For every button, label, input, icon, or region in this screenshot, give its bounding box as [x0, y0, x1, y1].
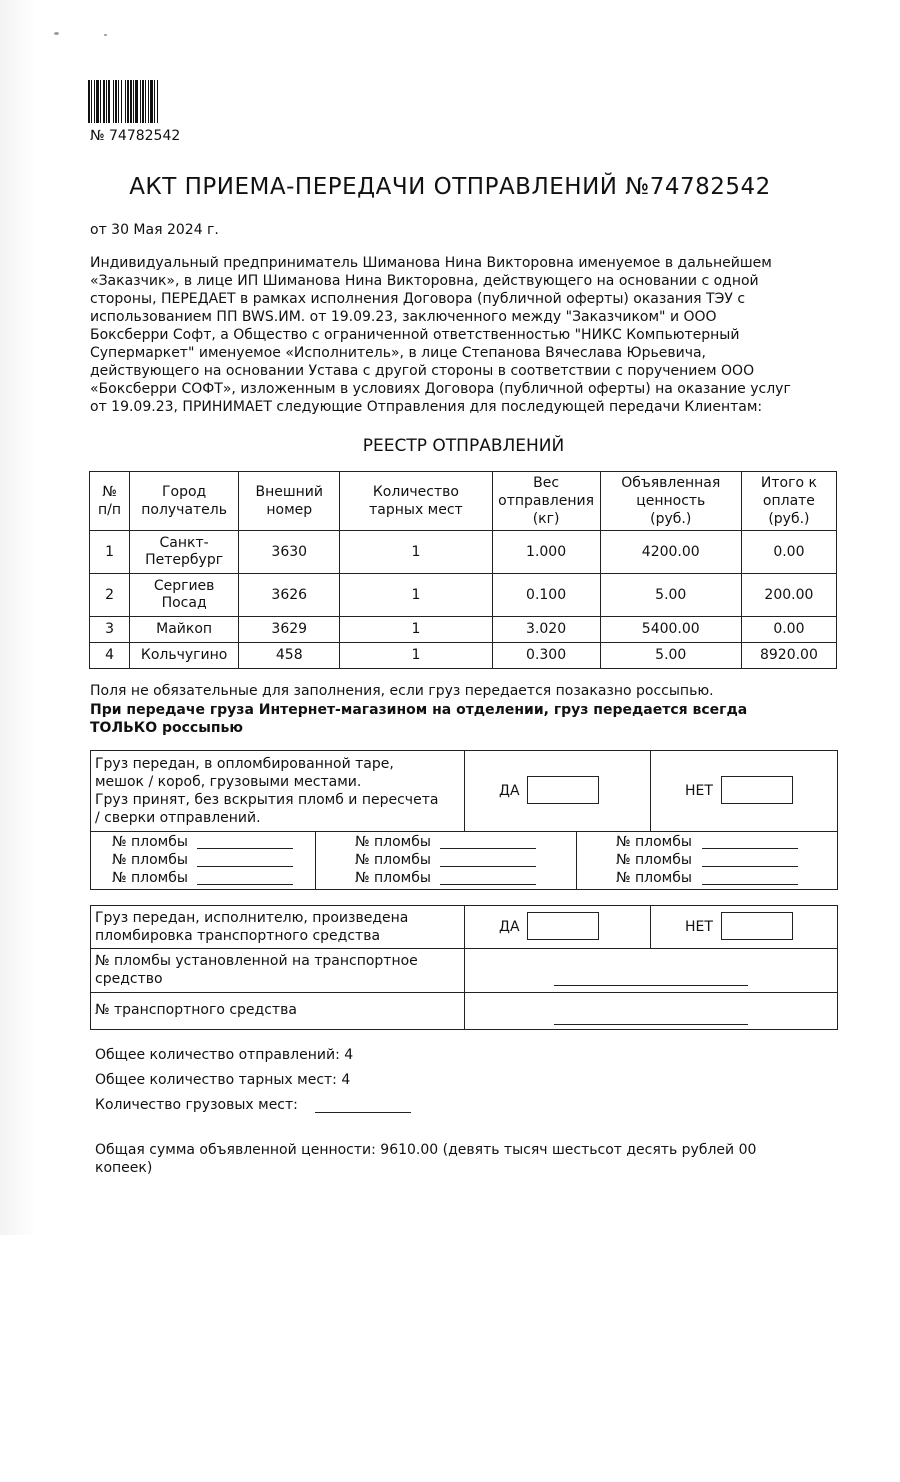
barcode-bar — [142, 80, 144, 123]
table-row — [90, 574, 837, 617]
table-row — [90, 643, 837, 669]
table-row — [90, 531, 837, 574]
sealed-line: мешок / короб, грузовыми местами. — [95, 774, 362, 790]
cargo-places-field[interactable] — [315, 1112, 411, 1113]
cell-city: Майкоп — [130, 617, 239, 643]
sealed-line: Груз принят, без вскрытия пломб и пересчета — [95, 792, 439, 808]
seal-number-field[interactable] — [702, 884, 798, 885]
cell-city: Санкт- Петербург — [130, 531, 239, 574]
seal-number-label: № пломбы — [355, 870, 431, 886]
seal-number-field[interactable] — [702, 848, 798, 849]
seal-number-label: № пломбы — [112, 834, 188, 850]
seal-number-field[interactable] — [197, 884, 293, 885]
cell-total-payment: 8920.00 — [741, 643, 836, 669]
divider — [315, 831, 316, 890]
vehicle-number-field[interactable] — [554, 1024, 748, 1025]
divider — [90, 831, 838, 832]
divider — [90, 948, 838, 949]
barcode-bar — [118, 80, 119, 123]
vehicle-seal-line: Груз передан, исполнителю, произведена — [95, 910, 409, 926]
registry-table — [89, 471, 837, 669]
sealed-line: Груз передан, в опломбированной таре, — [95, 756, 394, 772]
intro-line: действующего на основании Устава с другой стороны в соответствии с поручением ООО — [90, 363, 755, 379]
yes-label: ДА — [499, 783, 520, 799]
table-row — [90, 617, 837, 643]
cell-city: Сергиев Посад — [130, 574, 239, 617]
yes-label: ДА — [499, 919, 520, 935]
cell-total-payment: 0.00 — [741, 531, 836, 574]
seal-number-field[interactable] — [702, 866, 798, 867]
col-header-city: Город получатель — [130, 472, 239, 531]
cell-declared-value: 5.00 — [600, 574, 741, 617]
cell-external-number: 3629 — [239, 617, 340, 643]
seal-number-field[interactable] — [440, 848, 536, 849]
barcode-image — [88, 80, 184, 123]
barcode-bar — [130, 80, 132, 123]
optional-fields-note: Поля не обязательные для заполнения, если груз передается позаказно россыпью. — [90, 683, 714, 699]
no-checkbox[interactable] — [721, 776, 793, 804]
barcode-bar — [91, 80, 92, 123]
seal-number-field[interactable] — [197, 866, 293, 867]
cell-weight: 0.100 — [492, 574, 600, 617]
seal-number-label: № пломбы — [112, 852, 188, 868]
divider — [576, 831, 577, 890]
intro-line: «Боксберри СОФТ», изложенным в условиях Договора (публичной оферты) на оказание услуг — [90, 381, 791, 397]
no-checkbox[interactable] — [721, 912, 793, 940]
col-header-weight: Вес отправления (кг) — [492, 472, 600, 531]
vehicle-seal-number-label: № пломбы установленной на транспортное — [95, 953, 418, 969]
col-header-number: № п/п — [90, 472, 130, 531]
barcode-bar — [145, 80, 146, 123]
cell-package-count: 1 — [340, 643, 492, 669]
barcode-bar — [113, 80, 114, 123]
barcode-bar — [133, 80, 134, 123]
seal-number-field[interactable] — [440, 866, 536, 867]
barcode-bar — [88, 80, 90, 123]
cell-package-count: 1 — [340, 531, 492, 574]
barcode-bar — [103, 80, 105, 123]
cell-weight: 0.300 — [492, 643, 600, 669]
cell-number: 1 — [90, 531, 130, 574]
intro-line: Супермаркет" именуемое «Исполнитель», в лице Степанова Вячеслава Юрьевича, — [90, 345, 707, 361]
no-label: НЕТ — [685, 783, 713, 799]
no-label: НЕТ — [685, 919, 713, 935]
vehicle-seal-number-label: средство — [95, 971, 163, 987]
intro-line: от 19.09.23, ПРИНИМАЕТ следующие Отправления для последующей передачи Клиентам: — [90, 399, 763, 415]
vehicle-seal-line: пломбировка транспортного средства — [95, 928, 381, 944]
barcode-bar — [125, 80, 126, 123]
intro-line: «Заказчик», в лице ИП Шиманова Нина Викторовна, действующего на основании с одной — [90, 273, 759, 289]
total-declared-value: Общая сумма объявленной ценности: 9610.00 (девять тысяч шестьсот десять рублей 00 — [95, 1142, 757, 1158]
cell-declared-value: 5.00 — [600, 643, 741, 669]
barcode-bar — [100, 80, 101, 123]
col-header-total-payment: Итого к оплате (руб.) — [741, 472, 836, 531]
intro-line: Боксберри Софт, а Общество с ограниченной ответственностью "НИКС Компьютерный — [90, 327, 740, 343]
col-header-package-count: Количество тарных мест — [340, 472, 492, 531]
document-date: от 30 Мая 2024 г. — [90, 222, 219, 238]
cell-number: 3 — [90, 617, 130, 643]
barcode-bar — [154, 80, 155, 123]
cell-declared-value: 5400.00 — [600, 617, 741, 643]
cell-external-number: 3626 — [239, 574, 340, 617]
seal-number-label: № пломбы — [355, 834, 431, 850]
barcode-bar — [148, 80, 149, 123]
cell-weight: 1.000 — [492, 531, 600, 574]
cell-weight: 3.020 — [492, 617, 600, 643]
seal-number-field[interactable] — [197, 848, 293, 849]
intro-paragraph — [90, 254, 830, 416]
col-header-external-number: Внешний номер — [239, 472, 340, 531]
barcode-bar — [115, 80, 117, 123]
cell-package-count: 1 — [340, 617, 492, 643]
barcode-bar — [150, 80, 153, 123]
intro-line: стороны, ПЕРЕДАЕТ в рамках исполнения Договора (публичной оферты) оказания ТЭУ с — [90, 291, 746, 307]
total-shipments: Общее количество отправлений: 4 — [95, 1047, 354, 1063]
barcode-bar — [96, 80, 99, 123]
scan-speck — [104, 34, 107, 36]
vehicle-number-label: № транспортного средства — [95, 1002, 297, 1018]
document-number: № 74782542 — [90, 128, 181, 144]
barcode-bar — [140, 80, 141, 123]
yes-checkbox[interactable] — [527, 776, 599, 804]
intro-line: Индивидуальный предприниматель Шиманова Нина Викторовна именуемое в дальнейшем — [90, 255, 772, 271]
registry-header-row — [90, 472, 837, 531]
registry-body — [90, 531, 837, 669]
seal-number-label: № пломбы — [616, 870, 692, 886]
divider — [90, 992, 838, 993]
barcode-bar — [108, 80, 110, 123]
vehicle-seal-number-field[interactable] — [554, 985, 748, 986]
cell-external-number: 458 — [239, 643, 340, 669]
cell-declared-value: 4200.00 — [600, 531, 741, 574]
yes-checkbox[interactable] — [527, 912, 599, 940]
total-declared-value: копеек) — [95, 1160, 153, 1176]
col-header-declared-value: Объявленная ценность (руб.) — [600, 472, 741, 531]
cargo-places-label: Количество грузовых мест: — [95, 1097, 298, 1113]
intro-line: использованием ПП BWS.ИМ. от 19.09.23, заключенного между "Заказчиком" и ООО — [90, 309, 717, 325]
divider — [650, 750, 651, 832]
scan-speck — [54, 32, 59, 35]
barcode-bar — [135, 80, 138, 123]
divider — [464, 905, 465, 1030]
divider — [464, 750, 465, 832]
barcode-bar — [127, 80, 129, 123]
seal-number-label: № пломбы — [616, 834, 692, 850]
document-title: АКТ ПРИЕМА-ПЕРЕДАЧИ ОТПРАВЛЕНИЙ №74782542 — [129, 174, 771, 200]
cell-number: 4 — [90, 643, 130, 669]
cell-total-payment: 0.00 — [741, 617, 836, 643]
cell-total-payment: 200.00 — [741, 574, 836, 617]
barcode-bar — [106, 80, 107, 123]
sealed-line: / сверки отправлений. — [95, 810, 261, 826]
registry-title: РЕЕСТР ОТПРАВЛЕНИЙ — [362, 436, 565, 456]
seal-number-label: № пломбы — [112, 870, 188, 886]
cell-package-count: 1 — [340, 574, 492, 617]
cell-external-number: 3630 — [239, 531, 340, 574]
barcode-bar — [157, 80, 158, 123]
seal-number-label: № пломбы — [355, 852, 431, 868]
seal-number-label: № пломбы — [616, 852, 692, 868]
barcode-bar — [94, 80, 95, 123]
total-packages: Общее количество тарных мест: 4 — [95, 1072, 351, 1088]
cell-number: 2 — [90, 574, 130, 617]
divider — [650, 905, 651, 949]
seal-number-field[interactable] — [440, 884, 536, 885]
loose-cargo-warning: При передаче груза Интернет-магазином на отделении, груз передается всегда ТОЛЬКО россыпью — [90, 702, 748, 736]
barcode-bar — [121, 80, 122, 123]
cell-city: Кольчугино — [130, 643, 239, 669]
